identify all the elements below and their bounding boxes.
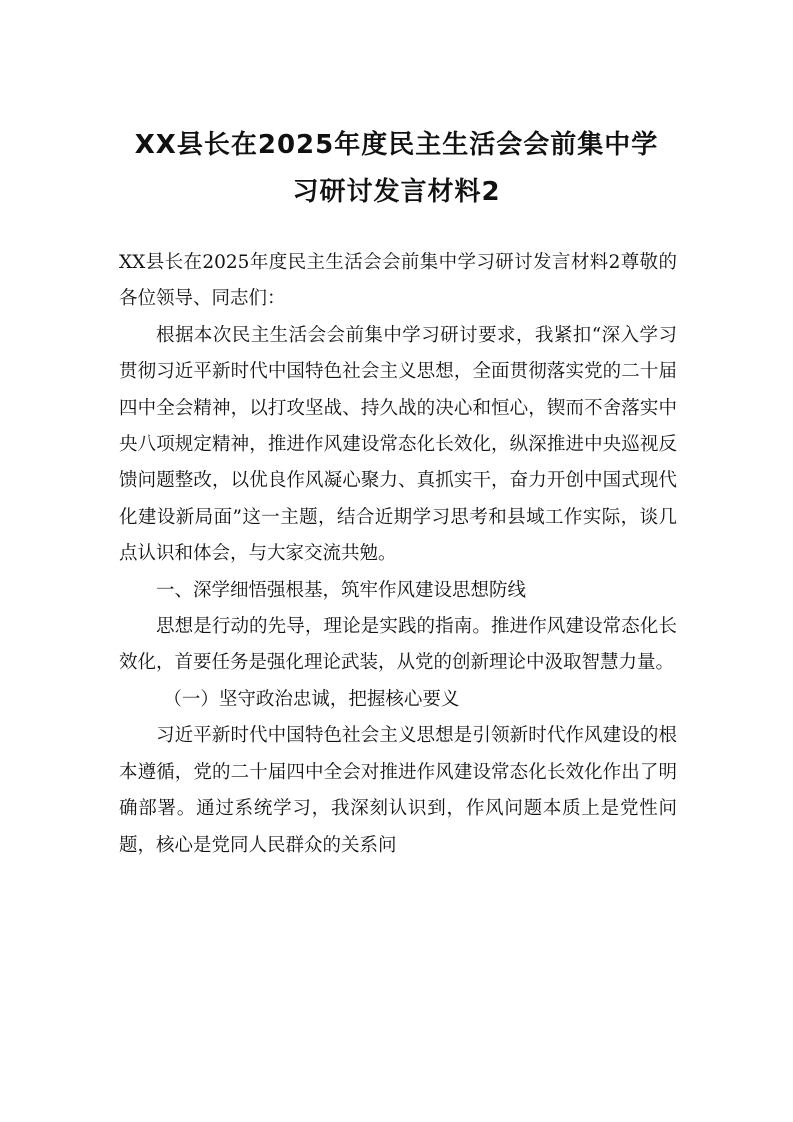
section-paragraph: 思想是行动的先导，理论是实践的指南。推进作风建设常态化长效化，首要任务是强化理论武装，从党的创新理论中汲取智慧力量。 — [119, 616, 677, 674]
section-heading-1: 一、深学细悟强根基，筑牢作风建设思想防线 — [156, 579, 527, 601]
subsection-heading-1: （一）坚守政治忠诚，把握核心要义 — [163, 688, 460, 710]
intro-paragraph: 根据本次民主生活会会前集中学习研讨要求，我紧扣“深入学习贯彻习近平新时代中国特色社会主义思想，全面贯彻落实党的二十届四中全会精神，以打攻坚战、持久战的决心和恒心，锲而不舍落实中央八项规定精神，推进作风建设常态化长效化，纵深推进中央巡视反馈问题整改，以优良作风凝心聚力、真抓实干，奋力开创中国式现代化建设新局面”这一主题，结合近期学习思考和县域工作实际，谈几点认识和体会，与大家交流共勉。 — [119, 324, 677, 565]
title-line-1: XX县长在2025年度民主生活会会前集中学 — [134, 130, 659, 160]
title-line-2: 习研讨发言材料2 — [292, 177, 501, 207]
document-body — [119, 245, 677, 864]
opening-paragraph: XX县长在2025年度民主生活会会前集中学习研讨发言材料2尊敬的各位领导、同志们： — [119, 252, 677, 310]
subsection-paragraph: 习近平新时代中国特色社会主义思想是引领新时代作风建设的根本遵循，党的二十届四中全会对推进作风建设常态化长效化作出了明确部署。通过系统学习，我深刻认识到，作风问题本质上是党性问题，核心是党同人民群众的关系问 — [119, 725, 677, 856]
document-title — [100, 122, 693, 216]
